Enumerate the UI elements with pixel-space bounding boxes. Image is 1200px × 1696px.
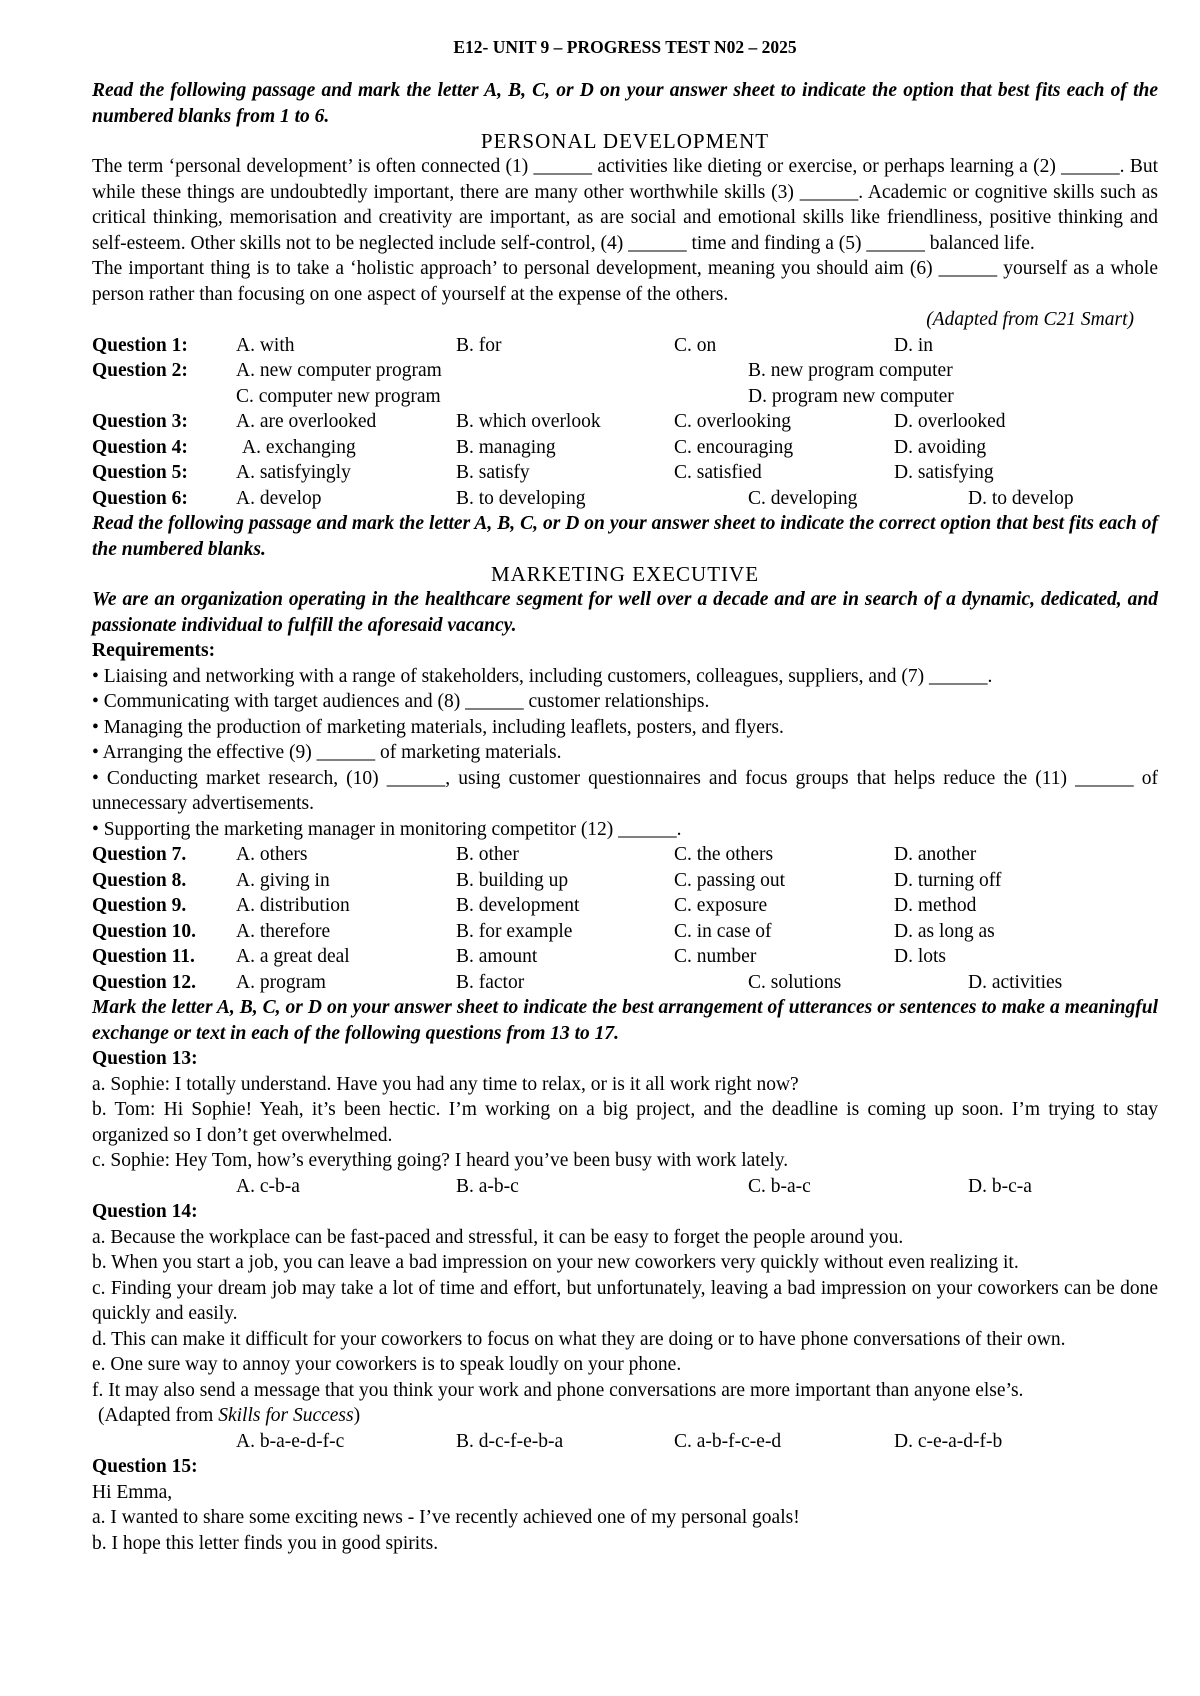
option-b[interactable]: B. satisfy bbox=[456, 462, 530, 483]
question-6 bbox=[92, 486, 1158, 512]
question-4 bbox=[92, 435, 1158, 461]
option-d[interactable]: D. method bbox=[894, 895, 977, 916]
question-7 bbox=[92, 842, 1158, 868]
option-b[interactable]: B. a-b-c bbox=[456, 1175, 519, 1197]
option-b[interactable]: B. other bbox=[456, 844, 519, 865]
option-a[interactable]: A. satisfyingly bbox=[236, 462, 351, 483]
option-c[interactable]: C. developing bbox=[748, 487, 858, 509]
job-ad-intro: We are an organization operating in the healthcare segment for well over a decade and are in search of a dynamic, dedicated, and passionate individual to fulfill the aforesaid vacancy. bbox=[92, 589, 1158, 636]
question-label: Question 8. bbox=[92, 869, 187, 891]
section1-heading: PERSONAL DEVELOPMENT bbox=[480, 129, 770, 153]
option-a[interactable]: A. develop bbox=[236, 487, 322, 509]
section1-instruction: Read the following passage and mark the letter A, B, C, or D on your answer sheet to indicate the option that best fits each of the numbered blanks from 1 to 6. bbox=[92, 80, 1158, 127]
question-10 bbox=[92, 919, 1158, 945]
sentence: b. When you start a job, you can leave a bad impression on your new coworkers very quickly without even realizing it. bbox=[92, 1252, 1019, 1273]
requirements-label: Requirements: bbox=[92, 640, 216, 661]
question-1 bbox=[92, 333, 1158, 359]
question-5 bbox=[92, 460, 1158, 486]
question-label: Question 3: bbox=[92, 411, 188, 432]
option-a[interactable]: A. a great deal bbox=[236, 946, 350, 967]
option-d[interactable]: D. lots bbox=[894, 946, 947, 967]
option-c[interactable]: C. satisfied bbox=[674, 462, 762, 483]
option-d[interactable]: D. c-e-a-d-f-b bbox=[894, 1430, 1003, 1452]
question-13-options bbox=[92, 1174, 1158, 1200]
utterance: b. Tom: Hi Sophie! Yeah, it’s been hectic. I’m working on a big project, and the deadline is coming up soon. I’m trying to stay organized so I don’t get overwhelmed. bbox=[92, 1099, 1158, 1146]
option-b[interactable]: B. for example bbox=[456, 920, 573, 942]
question-label: Question 6: bbox=[92, 487, 188, 509]
question-label: Question 1: bbox=[92, 334, 188, 356]
option-d[interactable]: D. to develop bbox=[968, 487, 1074, 509]
passage1-source: (Adapted from C21 Smart) bbox=[926, 309, 1134, 330]
option-c[interactable]: C. in case of bbox=[674, 920, 772, 942]
sentence: c. Finding your dream job may take a lot of time and effort, but unfortunately, leaving a bad impression on your coworkers can be done quickly and easily. bbox=[92, 1277, 1158, 1324]
option-c[interactable]: C. encouraging bbox=[674, 436, 794, 458]
question-label: Question 9. bbox=[92, 895, 187, 916]
option-c[interactable]: C. b-a-c bbox=[748, 1175, 811, 1197]
section3-instruction: Mark the letter A, B, C, or D on your answer sheet to indicate the best arrangement of utterances or sentences to make a meaningful exchange or text in each of the following questions from 13 to 17. bbox=[92, 997, 1158, 1044]
option-b[interactable]: B. factor bbox=[456, 971, 525, 993]
letter-greeting: Hi Emma, bbox=[92, 1481, 173, 1503]
passage1-paragraph-2: The important thing is to take a ‘holistic approach’ to personal development, meaning you should aim (6) ______ yourself as a whole person rather than focusing on one aspect of yourself at the expense of the others. bbox=[92, 258, 1158, 305]
sentence: d. This can make it difficult for your coworkers to focus on what they are doing or to have phone conversations of their own. bbox=[92, 1328, 1066, 1350]
option-a[interactable]: A. b-a-e-d-f-c bbox=[236, 1430, 345, 1452]
section2-instruction: Read the following passage and mark the letter A, B, C, or D on your answer sheet to indicate the correct option that best fits each of the numbered blanks. bbox=[92, 513, 1158, 560]
section2-heading: MARKETING EXECUTIVE bbox=[490, 562, 760, 586]
utterance: c. Sophie: Hey Tom, how’s everything going? I heard you’ve been busy with work lately. bbox=[92, 1150, 789, 1171]
question-13-label: Question 13: bbox=[92, 1048, 198, 1069]
passage1-paragraph-1: The term ‘personal development’ is often connected (1) ______ activities like dieting or exercise, or perhaps learning a (2) ______. But while these things are undoubtedly important, there are many other worthwhile skills (3) ______. Academic or cognitive skills such as critical thinking, memorisation and creativity are important, as are social and emotional skills like friendliness, positive thinking and self-esteem. Other skills not to be neglected include self-control, (4) ______ time and finding a (5) ______ balanced life. bbox=[92, 156, 1158, 254]
question-15-label: Question 15: bbox=[92, 1456, 198, 1477]
sentence: e. One sure way to annoy your coworkers is to speak loudly on your phone. bbox=[92, 1354, 682, 1375]
option-d[interactable]: D. b-c-a bbox=[968, 1175, 1032, 1197]
option-c[interactable]: C. overlooking bbox=[674, 411, 791, 432]
option-c[interactable]: C. number bbox=[674, 946, 757, 967]
sentence: f. It may also send a message that you think your work and phone conversations are more important than anyone else’s. bbox=[92, 1379, 1024, 1401]
option-b[interactable]: B. managing bbox=[456, 436, 556, 458]
question-label: Question 7. bbox=[92, 844, 187, 865]
source-title: Skills for Success bbox=[218, 1405, 354, 1426]
utterance: a. Sophie: I totally understand. Have you had any time to relax, or is it all work right now? bbox=[92, 1073, 799, 1095]
requirement-bullet: • Liaising and networking with a range of stakeholders, including customers, colleagues, suppliers, and (7) ______. bbox=[92, 665, 993, 687]
source-prefix: (Adapted from bbox=[98, 1405, 219, 1426]
option-a[interactable]: A. new computer program bbox=[236, 360, 442, 381]
option-a[interactable]: A. are overlooked bbox=[236, 411, 377, 432]
option-a[interactable]: A. exchanging bbox=[242, 436, 356, 458]
option-c[interactable]: C. solutions bbox=[748, 971, 842, 993]
option-a[interactable]: A. distribution bbox=[236, 895, 350, 916]
requirement-bullet: • Arranging the effective (9) ______ of marketing materials. bbox=[92, 742, 562, 763]
test-page bbox=[92, 36, 1158, 1556]
option-c[interactable]: C. exposure bbox=[674, 895, 768, 916]
option-d[interactable]: D. satisfying bbox=[894, 462, 994, 483]
option-a[interactable]: A. therefore bbox=[236, 920, 331, 942]
question-8 bbox=[92, 868, 1158, 894]
option-d[interactable]: D. turning off bbox=[894, 869, 1002, 891]
question-label: Question 12. bbox=[92, 971, 197, 993]
option-a[interactable]: A. program bbox=[236, 971, 326, 993]
question-9 bbox=[92, 893, 1158, 919]
question-label: Question 11. bbox=[92, 946, 195, 967]
sentence: b. I hope this letter finds you in good spirits. bbox=[92, 1532, 439, 1554]
option-b[interactable]: B. for bbox=[456, 334, 502, 356]
requirement-bullet: • Communicating with target audiences and (8) ______ customer relationships. bbox=[92, 691, 710, 712]
question-14-label: Question 14: bbox=[92, 1201, 198, 1222]
option-a[interactable]: A. with bbox=[236, 334, 295, 356]
option-c[interactable]: C. passing out bbox=[674, 869, 786, 891]
question-14-source bbox=[92, 1403, 1158, 1429]
option-c[interactable]: C. the others bbox=[674, 844, 774, 865]
source-suffix: ) bbox=[353, 1405, 361, 1426]
option-b[interactable]: B. amount bbox=[456, 946, 538, 967]
option-a[interactable]: A. giving in bbox=[236, 869, 330, 891]
option-b[interactable]: B. which overlook bbox=[456, 411, 601, 432]
option-b[interactable]: B. building up bbox=[456, 869, 569, 891]
requirement-bullet: • Managing the production of marketing materials, including leaflets, posters, and flyers. bbox=[92, 716, 784, 738]
option-d[interactable]: D. activities bbox=[968, 971, 1063, 993]
page-title: E12- UNIT 9 – PROGRESS TEST N02 – 2025 bbox=[453, 37, 797, 57]
option-d[interactable]: D. as long as bbox=[894, 920, 995, 942]
question-14-options bbox=[92, 1429, 1158, 1455]
option-a[interactable]: A. c-b-a bbox=[236, 1175, 300, 1197]
question-label: Question 10. bbox=[92, 920, 197, 942]
question-11 bbox=[92, 944, 1158, 970]
option-d[interactable]: D. program new computer bbox=[748, 385, 954, 407]
option-d[interactable]: D. in bbox=[894, 334, 933, 356]
option-a[interactable]: A. others bbox=[236, 844, 308, 865]
option-b[interactable]: B. new program computer bbox=[748, 360, 953, 381]
option-c[interactable]: C. a-b-f-c-e-d bbox=[674, 1430, 782, 1452]
option-d[interactable]: D. overlooked bbox=[894, 411, 1006, 432]
option-c[interactable]: C. on bbox=[674, 334, 717, 356]
option-d[interactable]: D. another bbox=[894, 844, 977, 865]
option-d[interactable]: D. avoiding bbox=[894, 436, 987, 458]
question-label: Question 5: bbox=[92, 462, 188, 483]
question-label: Question 2: bbox=[92, 360, 188, 381]
option-c[interactable]: C. computer new program bbox=[236, 385, 441, 407]
option-b[interactable]: B. d-c-f-e-b-a bbox=[456, 1430, 564, 1452]
question-2 bbox=[92, 358, 1158, 384]
sentence: a. I wanted to share some exciting news - I’ve recently achieved one of my personal goals! bbox=[92, 1507, 800, 1528]
requirement-bullet: • Supporting the marketing manager in monitoring competitor (12) ______. bbox=[92, 818, 682, 840]
option-b[interactable]: B. development bbox=[456, 895, 580, 916]
question-3 bbox=[92, 409, 1158, 435]
question-12 bbox=[92, 970, 1158, 996]
question-2-continued bbox=[92, 384, 1158, 410]
sentence: a. Because the workplace can be fast-paced and stressful, it can be easy to forget the people around you. bbox=[92, 1226, 904, 1248]
option-b[interactable]: B. to developing bbox=[456, 487, 586, 509]
question-label: Question 4: bbox=[92, 436, 188, 458]
requirement-bullet: • Conducting market research, (10) ______, using customer questionnaires and focus groups that helps reduce the (11) ______ of unnecessary advertisements. bbox=[92, 767, 1158, 814]
